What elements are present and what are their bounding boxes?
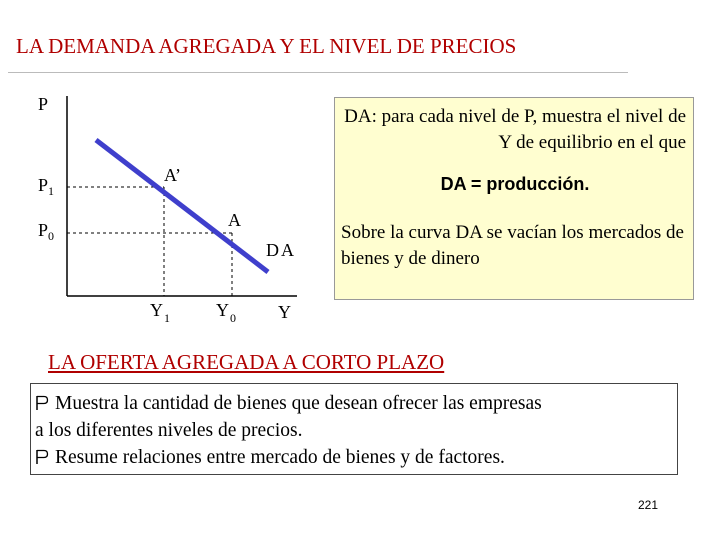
- y-axis-label: P: [38, 94, 49, 114]
- pennant-bullet-icon: [35, 449, 49, 465]
- bullet-item: Resume relaciones entre mercado de bienes y de factores.: [35, 445, 505, 471]
- page-number: 221: [638, 498, 659, 512]
- bullet-item: Muestra la cantidad de bienes que desean ofrecer las empresas: [35, 391, 542, 417]
- y1-label: $Y_1$: [150, 300, 170, 325]
- definition-rest: : para cada nivel de P, muestra el nivel de Y de equilibrio en el que: [371, 106, 686, 153]
- equation-text: DA = producción.: [440, 174, 590, 194]
- demand-definition-note: [334, 97, 694, 300]
- da-curve: [96, 140, 268, 272]
- x-axis-label: Y: [278, 302, 291, 322]
- point-a-label: A: [228, 210, 241, 230]
- bullet-list: [30, 383, 678, 475]
- p0-label: $P_0$: [38, 220, 55, 243]
- y0-label: $Y_0$: [216, 300, 236, 325]
- point-a-prime-label: A’: [164, 165, 181, 185]
- definition-lead: DA: [344, 106, 372, 127]
- section-title: LA OFERTA AGREGADA A CORTO PLAZO: [48, 350, 445, 374]
- da-curve-label: DA: [266, 240, 296, 260]
- page-title: LA DEMANDA AGREGADA Y EL NIVEL DE PRECIOS: [16, 34, 517, 58]
- markets-text: Sobre la curva DA se vacían los mercados de bienes y de dinero: [341, 222, 684, 269]
- bullet-item-continuation: a los diferentes niveles de precios.: [35, 420, 303, 441]
- p1-label: $P_1$: [38, 175, 55, 198]
- pennant-bullet-icon: [35, 395, 49, 411]
- definition-text: [339, 104, 686, 156]
